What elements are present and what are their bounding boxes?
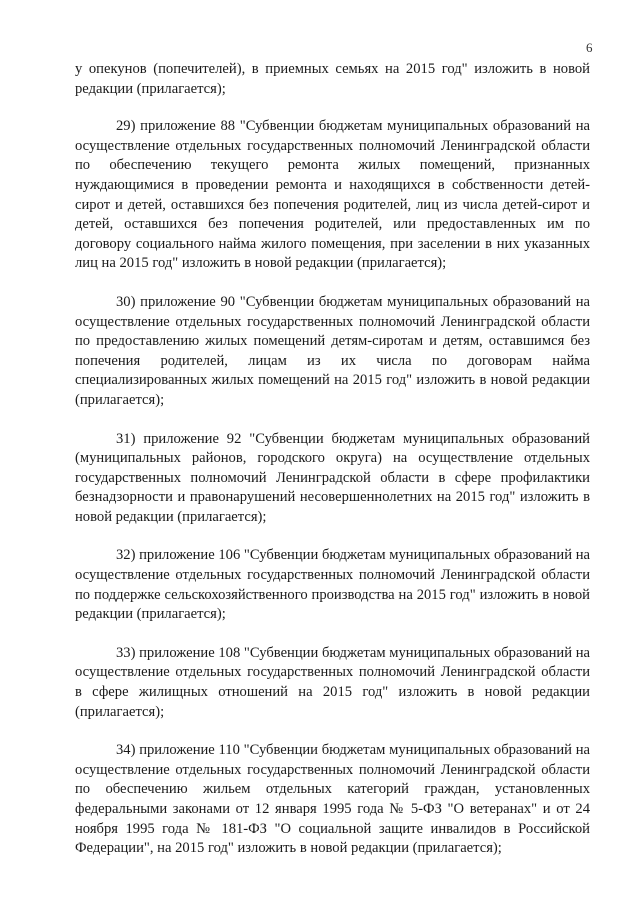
paragraph-item-31: 31) приложение 92 "Субвенции бюджетам муниципальных образований (муниципальных районов, городского округа) на осуществление отдельных государственных полномочий Ленинградской области в сфере профилактики безнадзорности и правонарушений несовершеннолетних на 2015 год" изложить в новой редакции (прилагается); xyxy=(75,430,590,525)
document-body xyxy=(75,60,590,859)
paragraph-item-34: 34) приложение 110 "Субвенции бюджетам муниципальных образований на осуществление отдельных государственных полномочий Ленинградской области по обеспечению жильем отдельных категорий граждан, установленных федеральными законами от 12 января 1995 года № 5-ФЗ "О ветеранах" и от 24 ноября 1995 года № 181-ФЗ "О социальной защите инвалидов в Российской Федерации", на 2015 год" изложить в новой редакции (прилагается); xyxy=(75,742,590,857)
paragraph-item-29: 29) приложение 88 "Субвенции бюджетам муниципальных образований на осуществление отдельных государственных полномочий Ленинградской области по обеспечению текущего ремонта жилых помещений, признанных нуждающимися в проведении ремонта и находящихся в собственности детей-сирот и детей, оставшихся без попечения родителей, лиц из числа детей-сирот и детей, оставшихся без попечения родителей, или предоставленных им по договору социального найма жилого помещения, при заселении в них указанных лиц на 2015 год" изложить в новой редакции (прилагается); xyxy=(75,118,590,272)
paragraph-continuation: у опекунов (попечителей), в приемных семьях на 2015 год" изложить в новой редакции (прилагается); xyxy=(75,61,590,97)
page-number: 6 xyxy=(586,40,593,55)
paragraph-item-32: 32) приложение 106 "Субвенции бюджетам муниципальных образований на осуществление отдельных государственных полномочий Ленинградской области по поддержке сельскохозяйственного производства на 2015 год" изложить в новой редакции (прилагается); xyxy=(75,547,590,623)
paragraph-item-30: 30) приложение 90 "Субвенции бюджетам муниципальных образований на осуществление отдельных государственных полномочий Ленинградской области по предоставлению жилых помещений детям-сиротам и детям, оставшимся без попечения родителей, лицам из их числа по договорам найма специализированных жилых помещений на 2015 год" изложить в новой редакции (прилагается); xyxy=(75,293,590,408)
paragraph-item-33: 33) приложение 108 "Субвенции бюджетам муниципальных образований на осуществление отдельных государственных полномочий Ленинградской области в сфере жилищных отношений на 2015 год" изложить в новой редакции (прилагается); xyxy=(75,644,590,720)
